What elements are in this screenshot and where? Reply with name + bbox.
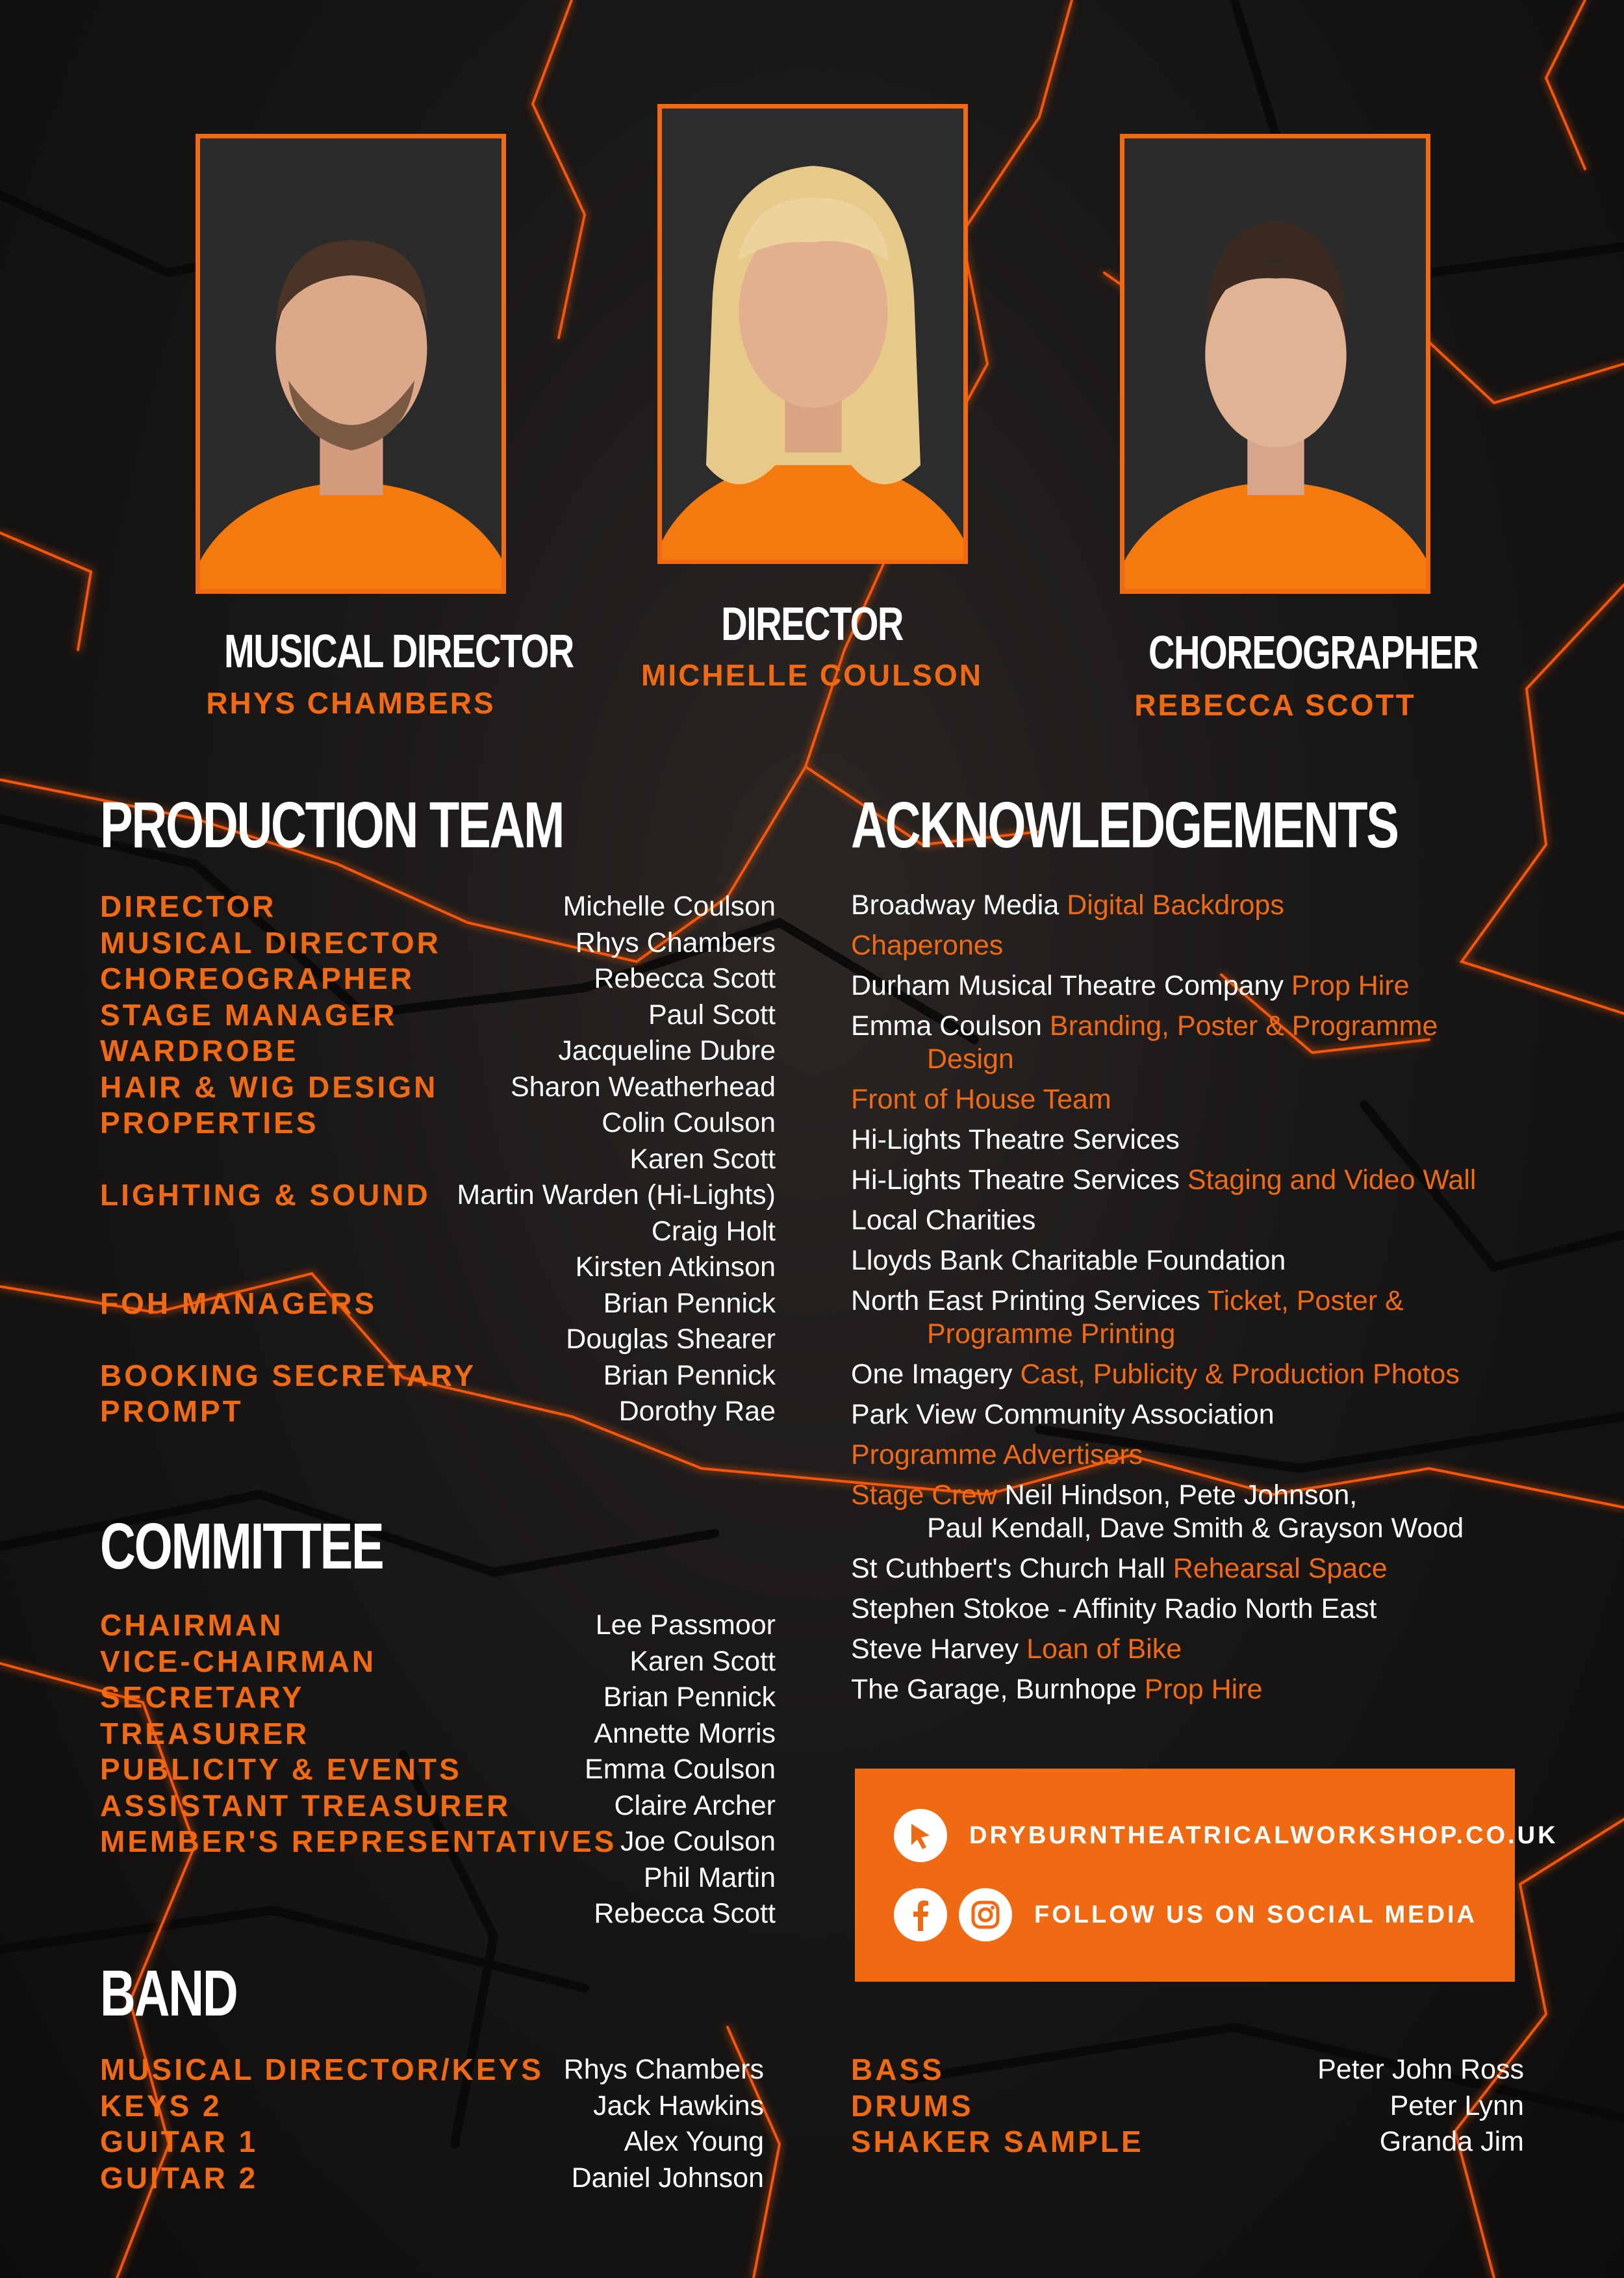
production-team-row <box>100 1394 776 1430</box>
portrait-name-choreographer: REBECCA SCOTT <box>1134 688 1416 722</box>
committee-row <box>100 1788 776 1824</box>
person-name: Rhys Chambers <box>575 927 776 958</box>
production-team-row <box>100 961 776 997</box>
website-link[interactable] <box>894 1809 1558 1862</box>
facebook-icon[interactable] <box>894 1888 947 1941</box>
production-team-row <box>100 1069 776 1106</box>
acknowledgement-item: North East Printing Services Ticket, Poster & Programme Printing <box>851 1285 1404 1350</box>
role-label: TREASURER <box>100 1716 310 1750</box>
acknowledgement-item: Local Charities <box>851 1205 1036 1236</box>
acknowledgement-item: Front of House Team <box>851 1084 1111 1115</box>
band-row <box>100 2052 764 2088</box>
person-name: Kirsten Atkinson <box>575 1251 776 1283</box>
cursor-icon <box>894 1809 947 1862</box>
band-list-left <box>100 2052 764 2196</box>
production-team-row <box>100 889 776 925</box>
acknowledgement-item: Emma Coulson Branding, Poster & Programme Design <box>851 1010 1438 1075</box>
website-url: DRYBURNTHEATRICALWORKSHOP.CO.UK <box>969 1821 1558 1849</box>
acknowledgement-item: Broadway Media Digital Backdrops <box>851 889 1284 921</box>
committee-row <box>100 1716 776 1752</box>
social-media-row <box>894 1888 1477 1941</box>
role-label: GUITAR 2 <box>100 2160 259 2195</box>
person-name: Brian Pennick <box>603 1287 776 1319</box>
acknowledgement-item: Durham Musical Theatre Company Prop Hire <box>851 970 1410 1001</box>
production-team-row <box>100 925 776 962</box>
role-label: KEYS 2 <box>100 2088 222 2123</box>
role-label: PUBLICITY & EVENTS <box>100 1752 462 1786</box>
person-name: Granda Jim <box>1379 2126 1524 2157</box>
production-team-row <box>100 1033 776 1069</box>
person-name: Karen Scott <box>629 1143 776 1175</box>
portrait-title-choreographer: CHOREOGRAPHER <box>1148 627 1478 679</box>
band-row <box>100 2124 764 2160</box>
person-name: Colin Coulson <box>602 1107 776 1138</box>
person-name: Martin Warden (Hi-Lights) <box>457 1179 776 1210</box>
production-team-row <box>100 1177 776 1214</box>
acknowledgement-item: Stage Crew Neil Hindson, Pete Johnson, Paul Kendall, Dave Smith & Grayson Wood <box>851 1479 1464 1544</box>
committee-row <box>100 1896 776 1932</box>
portrait-title-director: DIRECTOR <box>721 598 903 650</box>
person-name: Rebecca Scott <box>594 963 776 994</box>
portrait-name-musical-director: RHYS CHAMBERS <box>206 686 496 720</box>
band-list-right <box>851 2052 1524 2160</box>
role-label: HAIR & WIG DESIGN <box>100 1069 438 1104</box>
production-team-row <box>100 997 776 1034</box>
production-team-heading: PRODUCTION TEAM <box>100 789 564 862</box>
person-name: Michelle Coulson <box>563 891 776 922</box>
committee-heading: COMMITTEE <box>100 1510 383 1583</box>
role-label: PROMPT <box>100 1394 244 1428</box>
person-name: Craig Holt <box>651 1215 776 1247</box>
director-photo <box>657 104 968 564</box>
acknowledgement-item: Lloyds Bank Charitable Foundation <box>851 1245 1286 1276</box>
role-label: DIRECTOR <box>100 889 277 923</box>
acknowledgement-item: The Garage, Burnhope Prop Hire <box>851 1674 1263 1705</box>
committee-list <box>100 1607 776 1932</box>
production-team-row <box>100 1322 776 1358</box>
acknowledgement-item: Park View Community Association <box>851 1399 1275 1430</box>
person-name: Brian Pennick <box>603 1359 776 1391</box>
role-label: VICE-CHAIRMAN <box>100 1644 377 1678</box>
musical-director-photo <box>196 134 506 594</box>
person-name: Daniel Johnson <box>571 2162 764 2194</box>
role-label: BOOKING SECRETARY <box>100 1358 477 1392</box>
committee-row <box>100 1644 776 1680</box>
person-name: Annette Morris <box>594 1717 776 1749</box>
acknowledgement-item: Hi-Lights Theatre Services Staging and Video Wall <box>851 1164 1477 1196</box>
committee-row <box>100 1860 776 1897</box>
role-label: CHAIRMAN <box>100 1608 284 1642</box>
person-name: Peter Lynn <box>1389 2090 1524 2121</box>
production-team-row <box>100 1358 776 1394</box>
role-label: MUSICAL DIRECTOR <box>100 925 441 960</box>
role-label: DRUMS <box>851 2088 974 2123</box>
role-label: BASS <box>851 2053 945 2086</box>
acknowledgements-list <box>851 889 1514 1713</box>
portrait-name-director: MICHELLE COULSON <box>641 658 983 692</box>
band-row <box>851 2124 1524 2160</box>
person-name: Sharon Weatherhead <box>511 1071 776 1103</box>
person-name: Rebecca Scott <box>594 1898 776 1929</box>
portrait-title-musical-director: MUSICAL DIRECTOR <box>224 626 574 678</box>
acknowledgement-item: One Imagery Cast, Publicity & Production Photos <box>851 1359 1460 1390</box>
role-label: CHOREOGRAPHER <box>100 962 414 995</box>
committee-row <box>100 1752 776 1788</box>
acknowledgements-heading: ACKNOWLEDGEMENTS <box>851 789 1398 862</box>
band-heading: BAND <box>100 1957 237 2030</box>
role-label: GUITAR 1 <box>100 2125 259 2158</box>
person-name: Paul Scott <box>648 999 776 1030</box>
acknowledgement-item: Programme Advertisers <box>851 1439 1143 1470</box>
role-label: FOH MANAGERS <box>100 1286 377 1320</box>
person-name: Peter John Ross <box>1317 2054 1524 2085</box>
acknowledgement-item: Stephen Stokoe - Affinity Radio North East <box>851 1593 1377 1624</box>
acknowledgement-item: Chaperones <box>851 930 1004 961</box>
production-team-row <box>100 1142 776 1178</box>
production-team-row <box>100 1286 776 1322</box>
person-name: Joe Coulson <box>620 1826 776 1857</box>
person-name: Brian Pennick <box>603 1682 776 1713</box>
band-row <box>851 2052 1524 2088</box>
production-team-row <box>100 1214 776 1250</box>
production-team-row <box>100 1249 776 1286</box>
website-social-box <box>855 1769 1558 1982</box>
committee-row <box>100 1607 776 1644</box>
choreographer-photo <box>1120 134 1430 594</box>
role-label: PROPERTIES <box>100 1106 319 1140</box>
person-name: Claire Archer <box>614 1789 776 1821</box>
band-row <box>851 2088 1524 2125</box>
committee-row <box>100 1680 776 1716</box>
role-label: SHAKER SAMPLE <box>851 2125 1144 2158</box>
person-name: Dorothy Rae <box>618 1396 776 1427</box>
band-row <box>100 2088 764 2125</box>
person-name: Douglas Shearer <box>566 1324 776 1355</box>
role-label: MEMBER'S REPRESENTATIVES <box>100 1824 617 1858</box>
person-name: Emma Coulson <box>585 1754 776 1785</box>
production-team-row <box>100 1105 776 1142</box>
acknowledgement-item: Steve Harvey Loan of Bike <box>851 1633 1182 1665</box>
person-name: Phil Martin <box>643 1862 776 1893</box>
role-label: SECRETARY <box>100 1680 305 1714</box>
person-name: Jack Hawkins <box>593 2090 764 2121</box>
role-label: STAGE MANAGER <box>100 997 398 1032</box>
band-row <box>100 2160 764 2197</box>
person-name: Karen Scott <box>629 1645 776 1677</box>
acknowledgement-item: St Cuthbert's Church Hall Rehearsal Space <box>851 1553 1388 1584</box>
person-name: Alex Young <box>624 2126 764 2157</box>
person-name: Jacqueline Dubre <box>558 1035 776 1066</box>
person-name: Lee Passmoor <box>595 1609 776 1641</box>
social-media-label: FOLLOW US ON SOCIAL MEDIA <box>1034 1900 1477 1928</box>
role-label: MUSICAL DIRECTOR/KEYS <box>100 2053 544 2086</box>
acknowledgement-item: Hi-Lights Theatre Services <box>851 1124 1180 1155</box>
role-label: ASSISTANT TREASURER <box>100 1788 511 1823</box>
instagram-icon[interactable] <box>959 1888 1012 1941</box>
person-name: Rhys Chambers <box>563 2054 764 2085</box>
role-label: LIGHTING & SOUND <box>100 1178 431 1212</box>
production-team-list <box>100 889 776 1430</box>
role-label: WARDROBE <box>100 1034 299 1068</box>
committee-row <box>100 1824 776 1860</box>
